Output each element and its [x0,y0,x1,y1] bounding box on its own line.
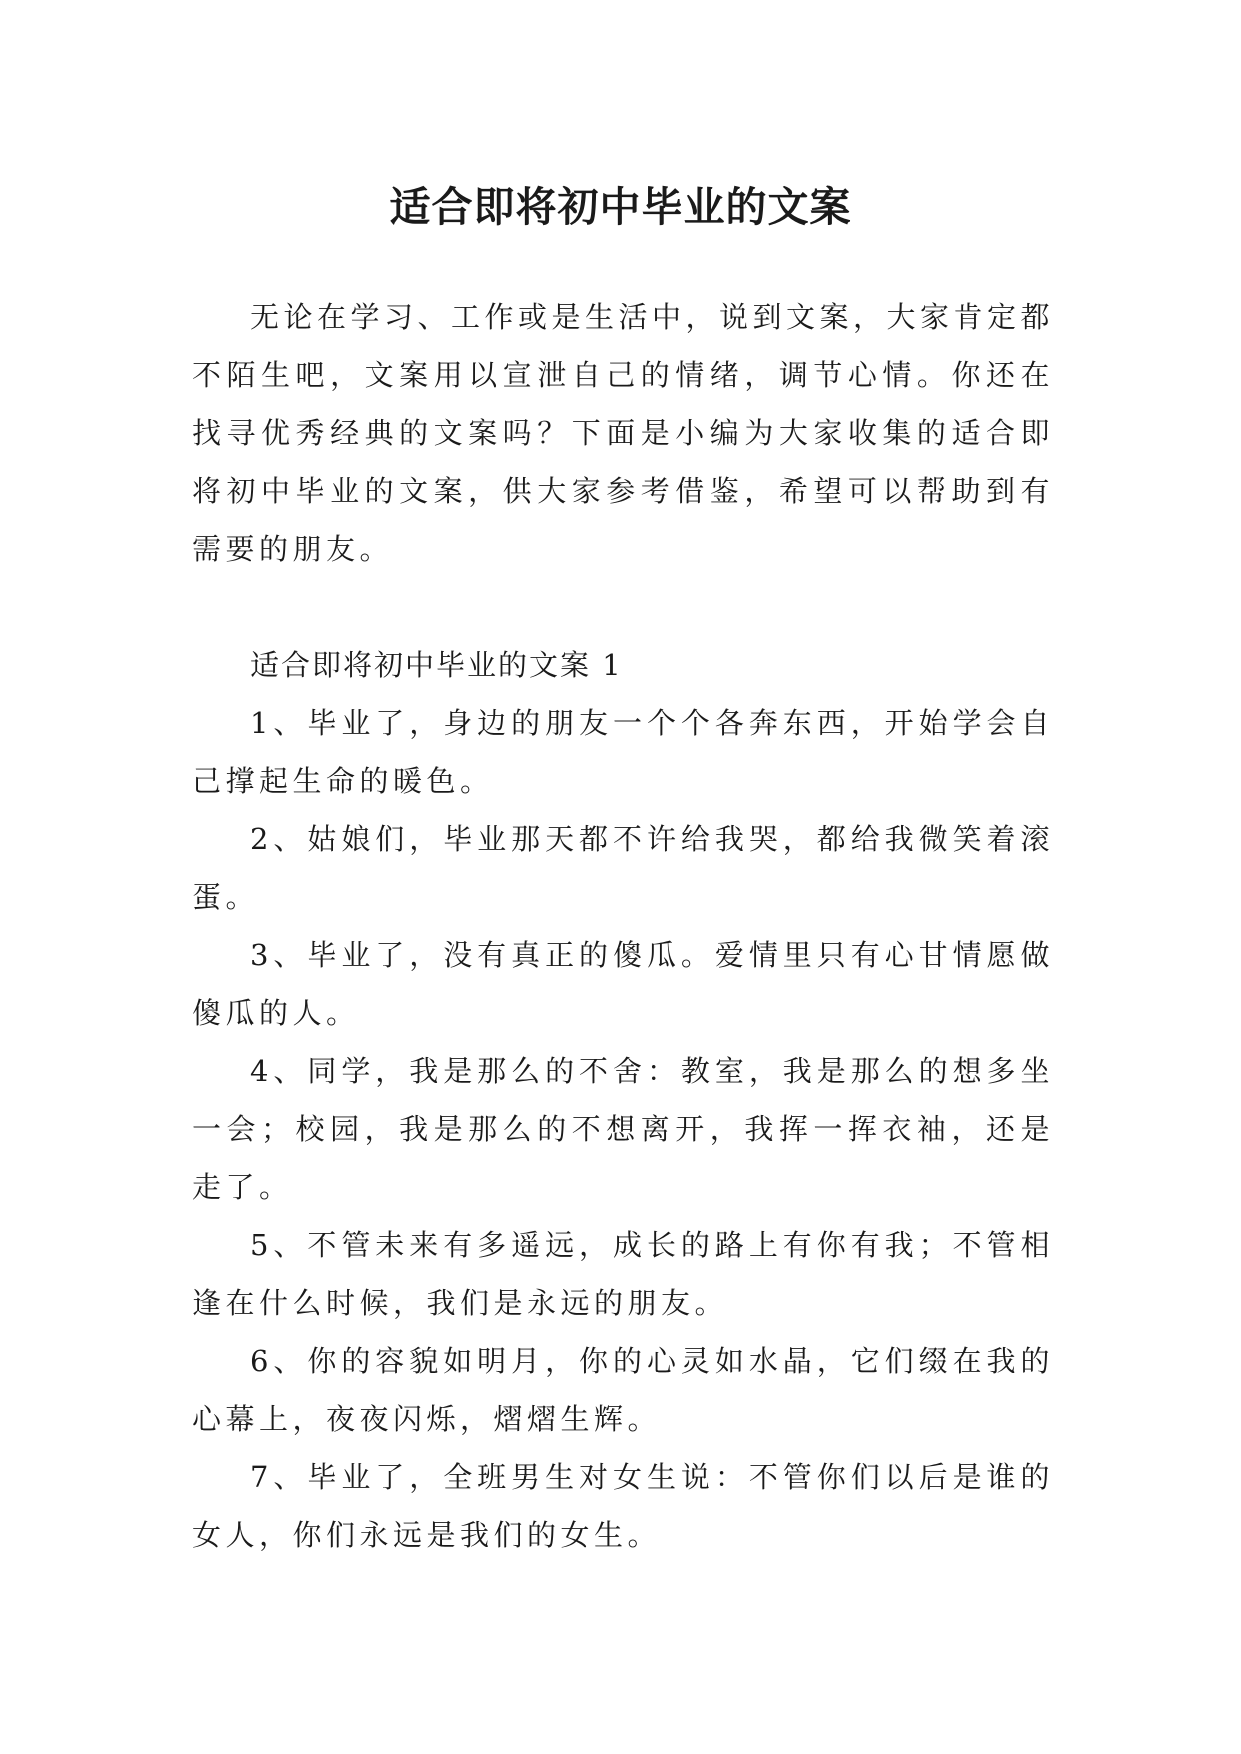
list-item: 4、同学，我是那么的不舍：教室，我是那么的想多坐一会；校园，我是那么的不想离开，我挥一挥衣袖，还是走了。 [192,1054,1054,1204]
list-item: 2、姑娘们，毕业那天都不许给我哭，都给我微笑着滚蛋。 [192,822,1054,914]
page-title: 适合即将初中毕业的文案 [389,183,852,232]
list-item: 3、毕业了，没有真正的傻瓜。爱情里只有心甘情愿做傻瓜的人。 [192,938,1054,1030]
list-item: 1、毕业了，身边的朋友一个个各奔东西，开始学会自己撑起生命的暖色。 [192,706,1054,798]
list-item: 6、你的容貌如明月，你的心灵如水晶，它们缀在我的心幕上，夜夜闪烁，熠熠生辉。 [192,1344,1054,1436]
list-item: 7、毕业了，全班男生对女生说：不管你们以后是谁的女人，你们永远是我们的女生。 [192,1460,1054,1552]
document-body [192,288,1054,1564]
list-item: 5、不管未来有多遥远，成长的路上有你有我；不管相逢在什么时候，我们是永远的朋友。 [192,1228,1054,1320]
intro-paragraph: 无论在学习、工作或是生活中，说到文案，大家肯定都不陌生吧，文案用以宣泄自己的情绪，调节心情。你还在找寻优秀经典的文案吗？下面是小编为大家收集的适合即将初中毕业的文案，供大家参考借鉴，希望可以帮助到有需要的朋友。 [192,300,1055,566]
section-heading: 适合即将初中毕业的文案 1 [250,648,623,682]
